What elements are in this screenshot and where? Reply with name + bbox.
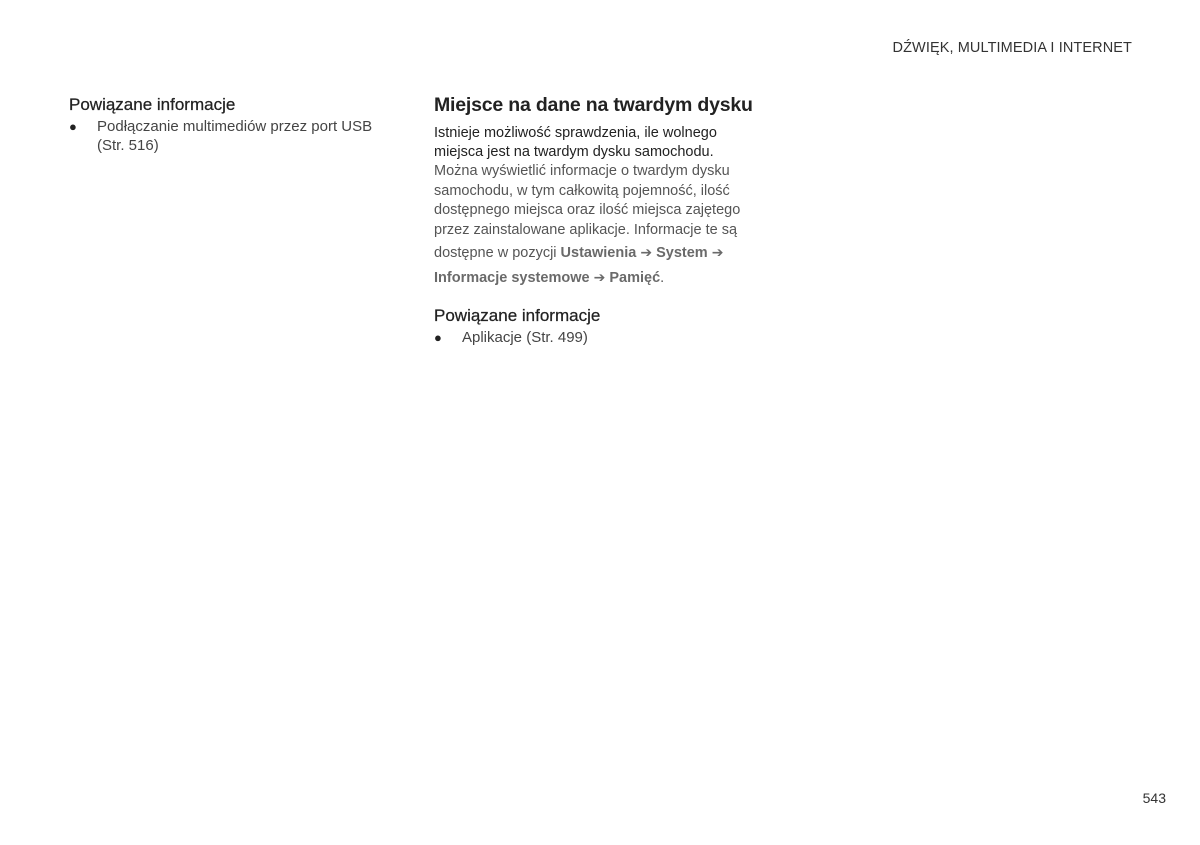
body-paragraph xyxy=(434,162,764,240)
body-line: przez zainstalowane aplikacje. Informacje te są xyxy=(434,221,738,238)
related-info-list xyxy=(69,117,389,155)
left-column xyxy=(69,95,389,155)
section-header: DŹWIĘK, MULTIMEDIA I INTERNET xyxy=(892,40,1132,56)
body-line: Można wyświetlić informacje o twardym dysku xyxy=(434,163,730,179)
related-info-heading: Powiązane informacje xyxy=(434,306,601,325)
path-prefix: dostępne w pozycji xyxy=(434,245,561,261)
bullet-icon: ● xyxy=(434,330,442,345)
related-info-list xyxy=(434,328,764,347)
path-step-informacje-systemowe: Informacje systemowe xyxy=(434,270,590,286)
page-number: 543 xyxy=(1142,790,1166,806)
related-link-aplikacje[interactable] xyxy=(434,328,764,347)
path-end: . xyxy=(660,270,665,286)
body-line: dostępnego miejsca oraz ilość miejsca zajętego xyxy=(434,202,741,218)
related-link-text: Podłączanie multimediów przez port USB xyxy=(97,118,373,135)
related-info-heading: Powiązane informacje xyxy=(69,95,236,114)
path-step-ustawienia: Ustawienia xyxy=(560,245,637,261)
intro-line: miejsca jest na twardym dysku samochodu. xyxy=(434,144,714,160)
intro-paragraph xyxy=(434,124,764,162)
related-link-usb[interactable] xyxy=(69,117,389,155)
intro-line: Istnieje możliwość sprawdzenia, ile wolnego xyxy=(434,125,717,141)
bullet-icon: ● xyxy=(69,119,77,134)
section-title: Miejsce na dane na twardym dysku xyxy=(434,94,753,116)
related-link-page-ref: (Str. 516) xyxy=(97,137,159,154)
arrow-right-icon: ➔ xyxy=(711,244,724,260)
related-info-section xyxy=(434,306,764,347)
arrow-right-icon: ➔ xyxy=(640,244,653,260)
settings-path xyxy=(434,240,764,290)
path-step-system: System xyxy=(656,245,708,261)
arrow-right-icon: ➔ xyxy=(593,269,606,285)
main-column xyxy=(434,93,764,347)
related-link-text: Aplikacje (Str. 499) xyxy=(462,329,588,346)
path-step-pamiec: Pamięć xyxy=(609,270,661,286)
body-line: samochodu, w tym całkowitą pojemność, ilość xyxy=(434,182,730,199)
